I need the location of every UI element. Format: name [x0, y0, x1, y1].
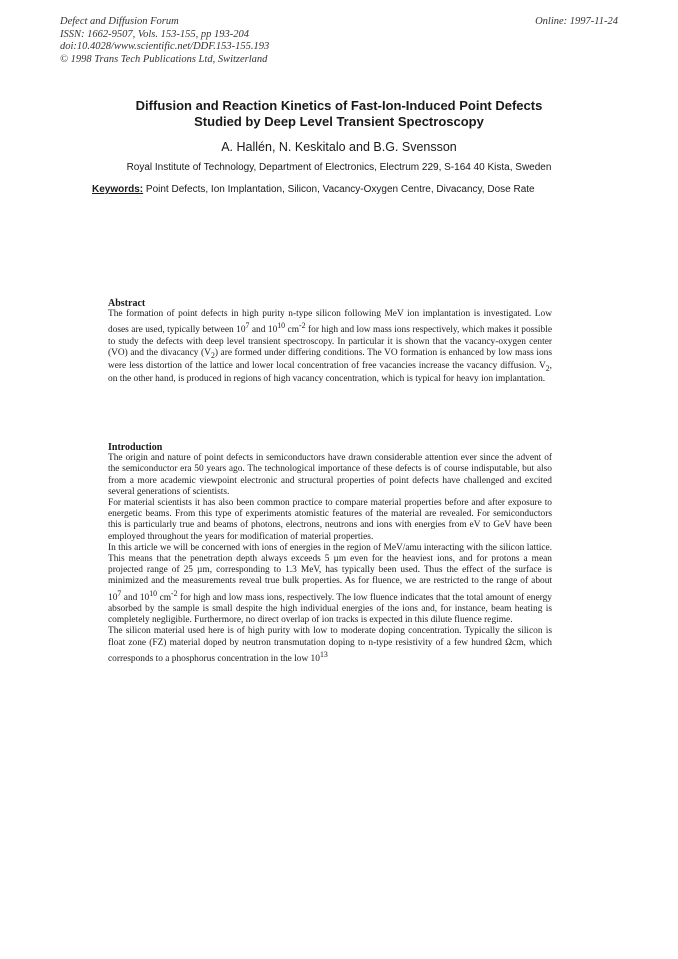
intro-paragraph-2: For material scientists it has also been common practice to compare material properties before and after exposure to energetic beams. From this type of experiments atomistic features of the material are revealed. For semiconductors this is particularly true and beams of photons, electrons, neutrons and ions with energies from eV to GeV have been employed throughout the years for modification of material properties. [108, 498, 552, 542]
keywords [92, 184, 558, 196]
title-line-2: Studied by Deep Level Transient Spectroscopy [194, 114, 484, 129]
authors: A. Hallén, N. Keskitalo and B.G. Svensson [221, 140, 457, 154]
affiliation: Royal Institute of Technology, Department of Electronics, Electrum 229, S-164 40 Kista, Sweden [126, 162, 552, 173]
journal-name: Defect and Diffusion Forum [60, 16, 179, 27]
paper-title [0, 98, 678, 130]
title-line-1: Diffusion and Reaction Kinetics of Fast-Ion-Induced Point Defects [135, 98, 543, 113]
copyright-line: © 1998 Trans Tech Publications Ltd, Switzerland [60, 53, 268, 65]
abstract-heading: Abstract [108, 298, 146, 309]
introduction-section [108, 442, 552, 665]
intro-paragraph-4: The silicon material used here is of high purity with low to moderate doping concentration. Typically the silicon is float zone (FZ) material doped by neutron transmutation doping to n-type resistivity of a few hundred Ωcm, which corresponds to a phosphorus concentration in the low $10^{13}$ [108, 626, 552, 664]
abstract-text: The formation of point defects in high purity n-type silicon following MeV ion implantation is investigated. Low doses are used, typically between $10^7$ and $10^{10}$ $cm^{-2}$ for high and low mass ions respectively, which makes it possible to study the defects with deep level transient spectroscopy. In particular it is shown that the vacancy-oxygen center (VO) and the divacancy $(V_2)$ are formed under differing conditions. The VO formation is enhanced by low mass ions were less distortion of the lattice and lower local concentration of free vacancies increase the vacancy diffusion. $V_2$, on the other hand, is produced in regions of high vacancy concentration, which is typical for heavy ion implantation. [108, 309, 552, 385]
keywords-label: Keywords: [92, 184, 144, 195]
intro-paragraph-3: In this article we will be concerned with ions of energies in the region of MeV/amu interacting with the silicon lattice. This means that the penetration depth always exceeds 5 µm even for the heaviest ions, and for protons a mean projected range of 25 µm, corresponding to 1.3 MeV, has typically been used. Thus the effect of the surface is minimized and the measurements reveal true bulk properties. As for fluence, we are restricted to the range of about $10^7$ and $10^{10}$ $cm^{-2}$ for high and low mass ions, respectively. The low fluence indicates that the total amount of energy absorbed by the sample is small despite the high individual energies of the ions and, for instance, beam heating is completely negligible. Furthermore, no direct overlap of ion tracks is expected in this dilute fluence regime. [108, 542, 552, 626]
issn-line: ISSN: 1662-9507, Vols. 153-155, pp 193-204 [60, 28, 249, 40]
intro-paragraph-1: The origin and nature of point defects in semiconductors have drawn considerable attention ever since the advent of the semiconductor era 50 years ago. The technological importance of these defects is of course indisputable, but also from a more academic viewpoint electronic and structural properties of point defects have challenged and excited several generations of scientists. [108, 453, 552, 497]
journal-info [60, 16, 269, 66]
abstract-section [108, 298, 552, 385]
introduction-heading: Introduction [108, 442, 163, 453]
doi-line: doi:10.4028/www.scientific.net/DDF.153-155.193 [60, 41, 270, 52]
online-date: Online: 1997-11-24 [535, 16, 618, 27]
keywords-text: Point Defects, Ion Implantation, Silicon, Vacancy-Oxygen Centre, Divacancy, Dose Rate [143, 184, 535, 195]
